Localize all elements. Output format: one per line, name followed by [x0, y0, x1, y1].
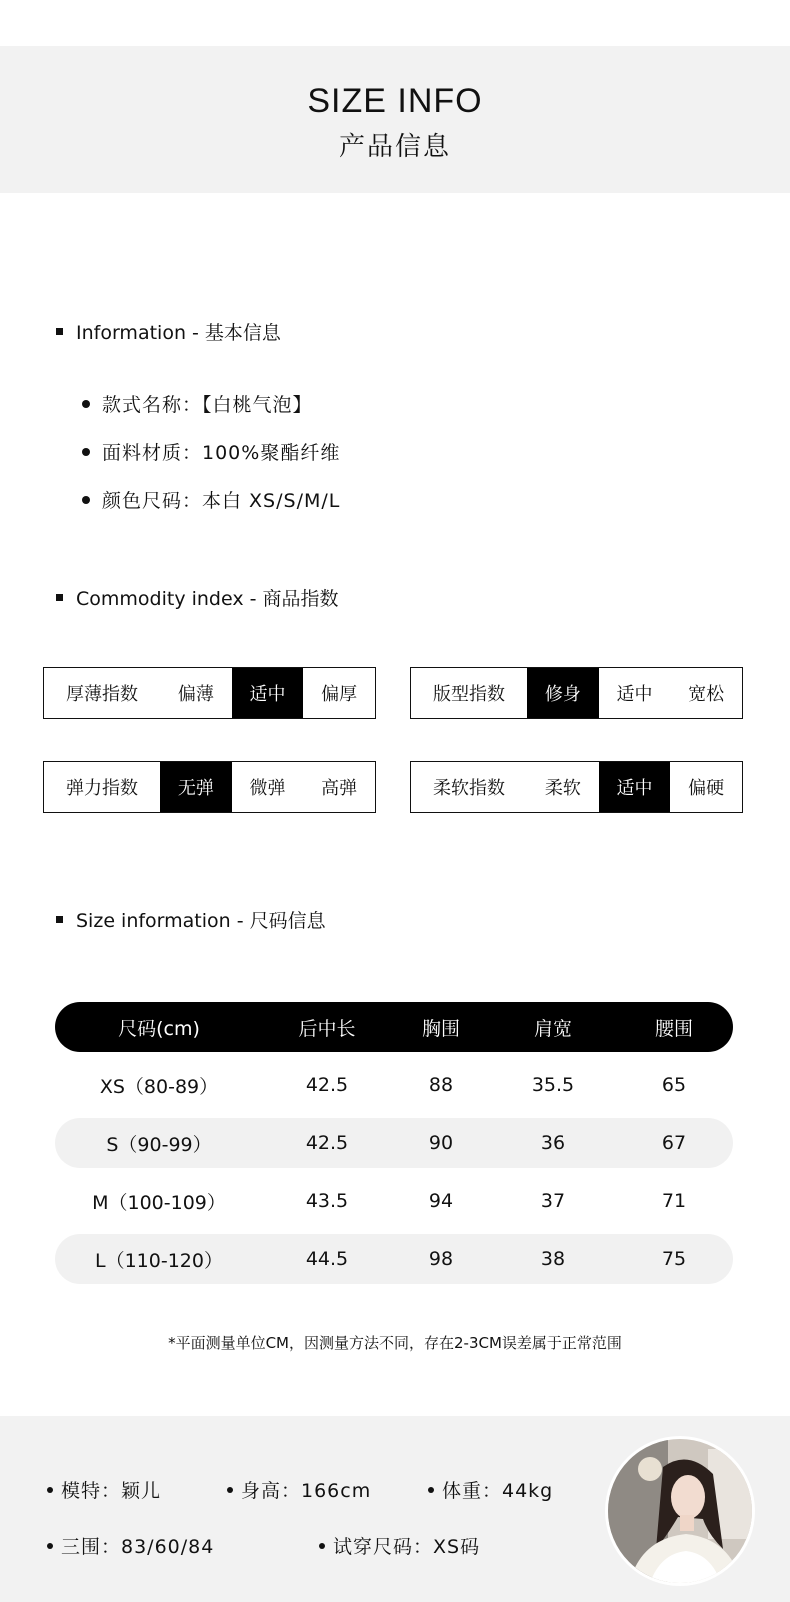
model-size-worn-label: 试穿尺码：XS码 — [333, 1536, 481, 1558]
header-cell: 尺码(cm) — [118, 1017, 200, 1040]
table-cell: 90 — [428, 1132, 454, 1154]
index-option: 偏厚 — [321, 684, 358, 705]
index-option: 偏薄 — [177, 684, 214, 705]
bullet-square-icon — [56, 916, 63, 923]
section-commodity — [56, 584, 339, 611]
index-option-selected: 无弹 — [160, 762, 232, 812]
index-option: 适中 — [616, 684, 653, 705]
measurement-note: *平面测量单位CM，因测量方法不同，存在2-3CM误差属于正常范围 — [168, 1334, 622, 1352]
table-cell: 43.5 — [305, 1190, 349, 1212]
index-option: 宽松 — [688, 684, 725, 705]
section-information — [56, 318, 281, 345]
bullet-dot-icon — [47, 1543, 53, 1549]
section-commodity-label: Commodity index - 商品指数 — [76, 588, 339, 610]
info-item-style — [82, 390, 313, 417]
index-label: 弹力指数 — [66, 778, 138, 799]
model-weight — [428, 1476, 553, 1503]
table-cell: 88 — [428, 1074, 454, 1096]
table-row — [55, 1060, 733, 1110]
index-option: 高弹 — [321, 778, 358, 799]
model-measurements-label: 三围：83/60/84 — [61, 1536, 215, 1558]
info-item-label: 颜色尺码：本白 XS/S/M/L — [102, 490, 341, 512]
index-label: 厚薄指数 — [66, 684, 138, 705]
table-cell: 67 — [661, 1132, 687, 1154]
table-cell: 44.5 — [305, 1248, 349, 1270]
table-cell: 36 — [540, 1132, 566, 1154]
index-softness — [410, 761, 743, 813]
bullet-square-icon — [56, 328, 63, 335]
section-size-label: Size information - 尺码信息 — [76, 910, 326, 932]
index-label: 柔软指数 — [433, 778, 505, 799]
index-option: 微弹 — [249, 778, 286, 799]
section-size — [56, 906, 326, 933]
header-cell: 胸围 — [421, 1017, 460, 1040]
model-measurements — [47, 1532, 214, 1559]
table-cell: 42.5 — [305, 1074, 349, 1096]
bullet-dot-icon — [82, 448, 90, 456]
size-table — [55, 1002, 733, 1284]
bullet-dot-icon — [319, 1543, 325, 1549]
table-cell: 35.5 — [531, 1074, 575, 1096]
index-option-selected: 适中 — [599, 762, 671, 812]
info-item-color-size — [82, 486, 340, 513]
index-option-selected: 适中 — [232, 668, 304, 718]
index-label: 版型指数 — [433, 684, 505, 705]
bullet-dot-icon — [82, 400, 90, 408]
bullet-dot-icon — [47, 1487, 53, 1493]
index-option: 偏硬 — [688, 778, 725, 799]
header-cell: 腰围 — [654, 1017, 693, 1040]
model-size-worn — [319, 1532, 480, 1559]
model-photo-icon — [608, 1439, 755, 1586]
table-cell: 75 — [661, 1248, 687, 1270]
table-cell: 71 — [661, 1190, 687, 1212]
model-weight-label: 体重：44kg — [442, 1480, 554, 1502]
table-row — [55, 1234, 733, 1284]
table-cell: 65 — [661, 1074, 687, 1096]
bullet-square-icon — [56, 594, 63, 601]
table-cell: L（110-120） — [95, 1249, 223, 1272]
index-thickness — [43, 667, 376, 719]
table-cell: 42.5 — [305, 1132, 349, 1154]
info-item-label: 款式名称：【白桃气泡】 — [102, 394, 313, 416]
table-cell: 94 — [428, 1190, 454, 1212]
model-info-panel — [0, 1416, 790, 1602]
table-cell: 37 — [540, 1190, 566, 1212]
page-title-en: SIZE INFO — [307, 82, 483, 120]
table-cell: XS（80-89） — [99, 1075, 219, 1098]
table-cell: S（90-99） — [106, 1133, 212, 1156]
size-table-header — [55, 1002, 733, 1052]
model-name — [47, 1476, 161, 1503]
info-item-label: 面料材质：100%聚酯纤维 — [102, 442, 341, 464]
table-row — [55, 1176, 733, 1226]
model-name-label: 模特：颖儿 — [61, 1480, 162, 1502]
bullet-dot-icon — [82, 496, 90, 504]
section-information-label: Information - 基本信息 — [76, 322, 281, 344]
bullet-dot-icon — [227, 1487, 233, 1493]
index-elasticity — [43, 761, 376, 813]
header-cell: 肩宽 — [533, 1017, 572, 1040]
table-cell: M（100-109） — [92, 1191, 226, 1214]
model-avatar — [605, 1436, 755, 1586]
index-fit — [410, 667, 743, 719]
table-cell: 98 — [428, 1248, 454, 1270]
bullet-dot-icon — [428, 1487, 434, 1493]
index-option-selected: 修身 — [527, 668, 599, 718]
table-cell: 38 — [540, 1248, 566, 1270]
model-height — [227, 1476, 371, 1503]
header-banner — [0, 46, 790, 193]
info-item-fabric — [82, 438, 340, 465]
model-height-label: 身高：166cm — [241, 1480, 372, 1502]
header-cell: 后中长 — [298, 1017, 356, 1040]
index-option: 柔软 — [544, 778, 581, 799]
page-title-cn: 产品信息 — [338, 132, 451, 162]
table-row — [55, 1118, 733, 1168]
